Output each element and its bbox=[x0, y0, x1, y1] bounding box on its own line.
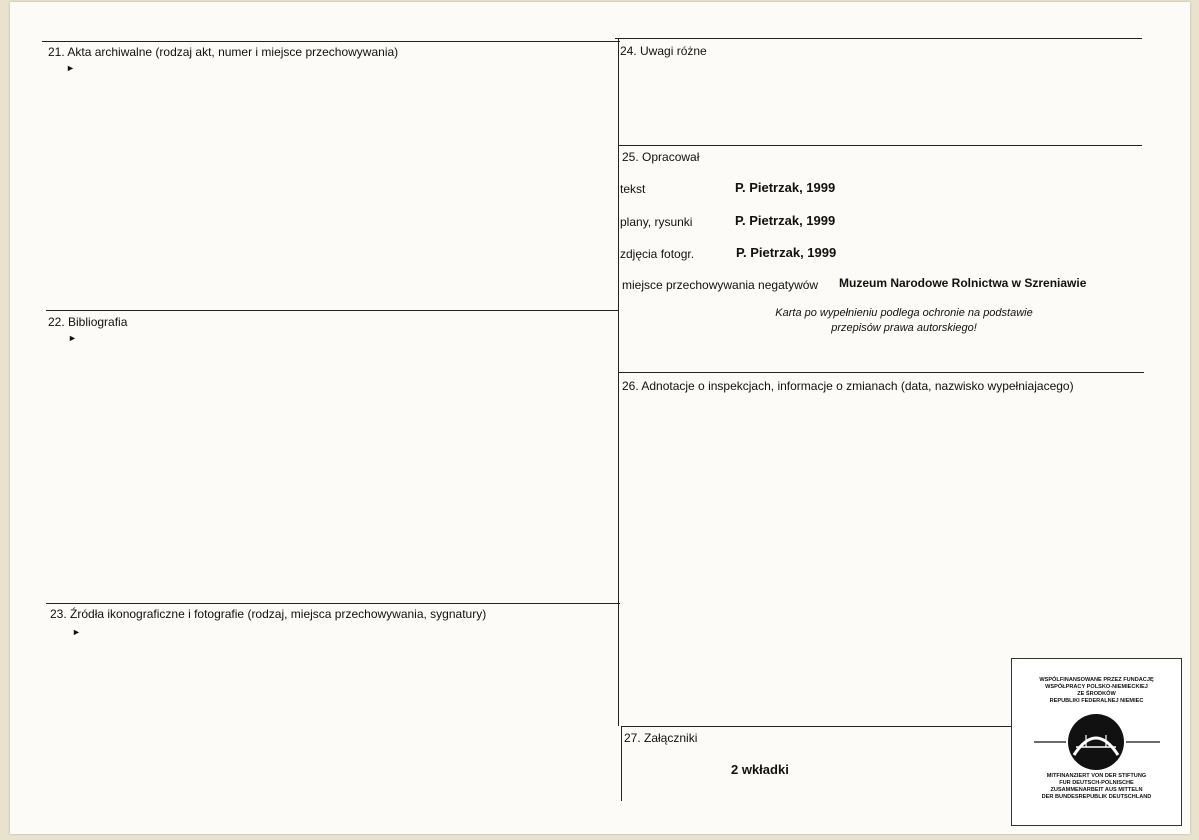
rule-24-25 bbox=[618, 145, 1142, 146]
center-divider bbox=[618, 38, 619, 726]
field-27-value: 2 wkładki bbox=[731, 762, 789, 777]
field-24-label: 24. Uwagi różne bbox=[620, 44, 707, 58]
field-25-label: 25. Opracował bbox=[622, 150, 700, 164]
copyright-note-line2: przepisów prawa autorskiego! bbox=[831, 322, 977, 334]
field-21-marker: ► bbox=[66, 63, 75, 73]
field-22-label: 22. Bibliografia bbox=[48, 315, 128, 329]
field-23-label: 23. Źródła ikonograficzne i fotografie (rodzaj, miejsca przechowywania, sygnatury) bbox=[50, 607, 487, 621]
copyright-note bbox=[724, 306, 1084, 336]
stamp-polish-text: WSPÓLFINANSOWANE PRZEZ FUNDACJĘ WSPÓŁPRACY POLSKO-NIEMIECKIEJ ZE ŚRODKÓW REPUBLIKI FEDERALNEJ NIEMIEC bbox=[1039, 677, 1154, 704]
rule-26-27 bbox=[621, 726, 1013, 727]
negatywy-key: miejsce przechowywania negatywów bbox=[622, 278, 819, 292]
field-22-marker: ► bbox=[68, 333, 77, 343]
plany-key: plany, rysunki bbox=[620, 215, 693, 229]
field-21-label: 21. Akta archiwalne (rodzaj akt, numer i miejsce przechowywania) bbox=[48, 45, 399, 59]
rule-top-right bbox=[615, 38, 1142, 39]
tekst-value: P. Pietrzak, 1999 bbox=[735, 180, 836, 195]
rule-25-26 bbox=[618, 372, 1144, 373]
funding-stamp bbox=[1011, 658, 1182, 826]
rule-22-23 bbox=[46, 603, 620, 604]
negatywy-value: Muzeum Narodowe Rolnictwa w Szreniawie bbox=[839, 276, 1087, 290]
rule-top-left bbox=[42, 41, 620, 42]
zdjecia-key: zdjęcia fotogr. bbox=[620, 247, 695, 261]
bridge-logo-icon bbox=[1012, 713, 1181, 771]
field-23-marker: ► bbox=[72, 627, 81, 637]
field-26-label: 26. Adnotacje o inspekcjach, informacje o zmianach (data, nazwisko wypełniajacego) bbox=[622, 379, 1074, 393]
field-27-label: 27. Załączniki bbox=[624, 731, 698, 745]
center-divider-lower bbox=[621, 726, 622, 801]
stamp-german-text: MITFINANZIERT VON DER STIFTUNG FUR DEUTSCH-POLNISCHE ZUSAMMENARBEIT AUS MITTELN DER BUNDESREPUBLIK DEUTSCHLAND bbox=[1041, 773, 1152, 800]
rule-21-22 bbox=[46, 310, 618, 311]
plany-value: P. Pietrzak, 1999 bbox=[735, 213, 836, 228]
tekst-key: tekst bbox=[620, 182, 646, 196]
copyright-note-line1: Karta po wypełnieniu podlega ochronie na podstawie bbox=[775, 307, 1033, 319]
zdjecia-value: P. Pietrzak, 1999 bbox=[736, 245, 837, 260]
